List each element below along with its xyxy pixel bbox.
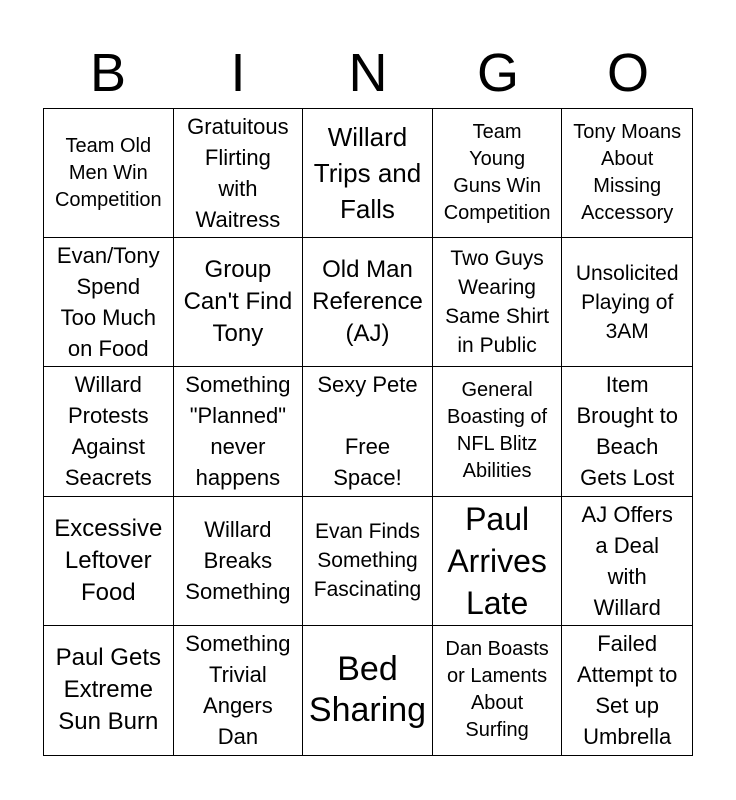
cell-text: Evan Finds Something Fascinating [313, 520, 422, 602]
cell-text: Failed Attempt to Set up Umbrella [577, 631, 678, 750]
bingo-cell[interactable] [433, 238, 563, 367]
free-space-cell[interactable] [303, 367, 433, 496]
cell-text: Evan/Tony Spend Too Much on Food [56, 243, 160, 362]
cell-text: Willard Breaks Something [185, 517, 291, 605]
cell-text: Sexy Pete Free Space! [317, 372, 418, 491]
cell-text: Gratuitous Flirting with Waitress [187, 114, 289, 233]
bingo-cell[interactable] [562, 626, 692, 755]
bingo-cell[interactable] [433, 367, 563, 496]
header-letter-g: G [476, 43, 519, 103]
bingo-cell[interactable] [174, 367, 304, 496]
bingo-cell[interactable] [44, 626, 174, 755]
header-letter-i: I [230, 43, 246, 103]
bingo-cell[interactable] [433, 109, 563, 238]
bingo-cell[interactable] [562, 238, 692, 367]
cell-text: Excessive Leftover Food [54, 514, 163, 606]
cell-text: Item Brought to Beach Gets Lost [576, 372, 678, 491]
cell-text: Group Can't Find Tony [183, 256, 293, 348]
cell-text: Old Man Reference (AJ) [312, 256, 423, 348]
cell-text: Paul Arrives Late [447, 500, 547, 621]
bingo-cell[interactable] [562, 367, 692, 496]
bingo-cell[interactable] [174, 109, 304, 238]
cell-text: Something "Planned" never happens [185, 372, 291, 491]
cell-text: Tony Moans About Missing Accessory [573, 121, 682, 225]
bingo-cell[interactable] [174, 497, 304, 626]
cell-text: Bed Sharing [308, 650, 427, 730]
cell-text: Dan Boasts or Laments About Surfing [445, 638, 549, 742]
header-letter-n: N [348, 43, 388, 103]
bingo-cell[interactable] [44, 238, 174, 367]
bingo-cell[interactable] [174, 238, 304, 367]
header-letter-b: B [89, 43, 127, 103]
bingo-cell[interactable] [562, 497, 692, 626]
cell-text: Willard Trips and Falls [313, 122, 422, 225]
bingo-cell[interactable] [44, 367, 174, 496]
bingo-cell[interactable] [433, 497, 563, 626]
cell-text: Two Guys Wearing Same Shirt in Public [445, 247, 550, 358]
cell-text: General Boasting of NFL Blitz Abilities [447, 379, 548, 483]
bingo-card-grid [43, 108, 693, 756]
bingo-cell[interactable] [303, 238, 433, 367]
bingo-cell[interactable] [433, 626, 563, 755]
bingo-cell[interactable] [44, 109, 174, 238]
cell-text: Unsolicited Playing of 3AM [575, 261, 679, 343]
bingo-cell[interactable] [303, 626, 433, 755]
cell-text: AJ Offers a Deal with Willard [581, 501, 673, 620]
bingo-cell[interactable] [303, 109, 433, 238]
cell-text: Willard Protests Against Seacrets [64, 372, 152, 491]
bingo-cell[interactable] [303, 497, 433, 626]
bingo-cell[interactable] [44, 497, 174, 626]
cell-text: Paul Gets Extreme Sun Burn [55, 644, 161, 736]
bingo-cell[interactable] [174, 626, 304, 755]
bingo-header [43, 40, 693, 106]
bingo-cell[interactable] [562, 109, 692, 238]
cell-text: Something Trivial Angers Dan [185, 631, 291, 750]
cell-text: Team Young Guns Win Competition [443, 121, 551, 225]
header-letter-o: O [606, 43, 649, 103]
cell-text: Team Old Men Win Competition [54, 134, 162, 211]
